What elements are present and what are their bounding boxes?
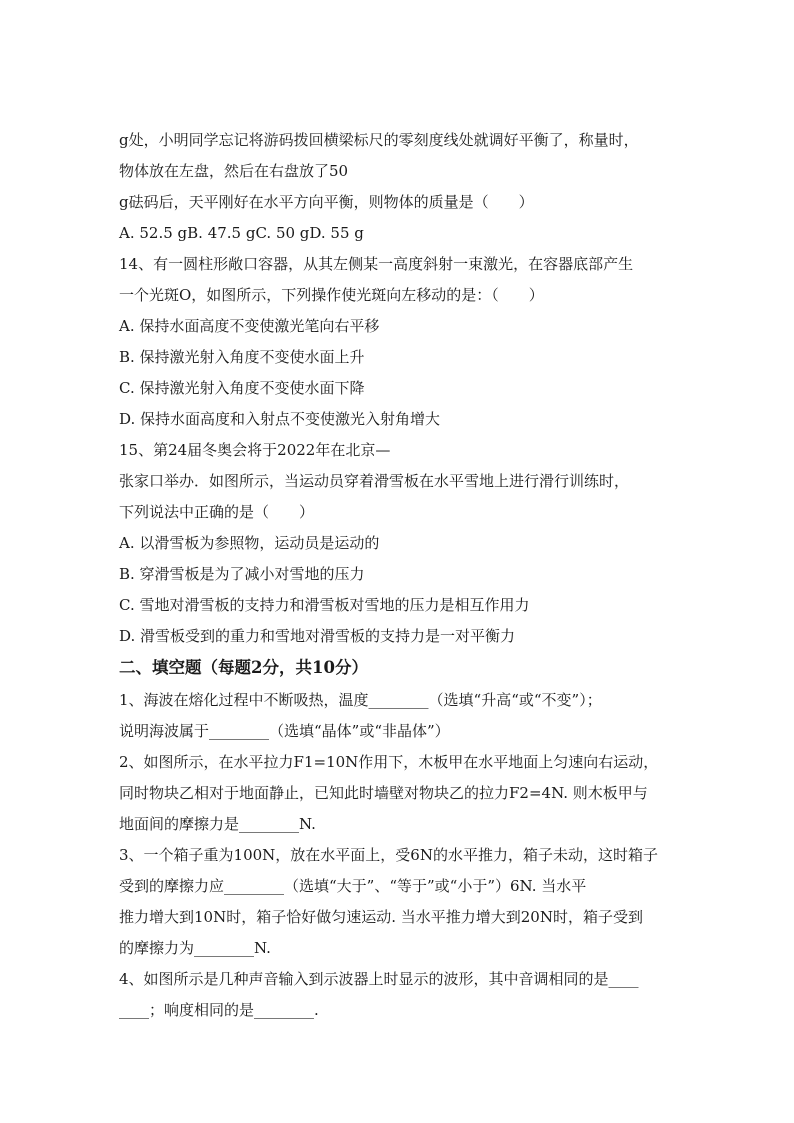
q15-stem-line-3: 下列说法中正确的是（ ）	[119, 503, 315, 521]
fill3-line-1: 3、一个箱子重为100N，放在水平面上，受6N的水平推力，箱子未动，这时箱子	[119, 846, 658, 864]
q14-option-d: D. 保持水面高度和入射点不变使激光入射角增大	[119, 410, 441, 428]
q14-option-c: C. 保持激光射入角度不变使水面下降	[119, 379, 365, 397]
q14-stem-line-2: 一个光斑O，如图所示，下列操作使光斑向左移动的是：（ ）	[119, 286, 544, 304]
fill3-line-2: 受到的摩擦力应________（选填“大于”、“等于”或“小于”）6N. 当水平	[119, 877, 587, 895]
fill1-line-1: 1、海波在熔化过程中不断吸热，温度________（选填“升高“或“不变”）；	[119, 691, 602, 709]
fill3-line-4: 的摩擦力为________N.	[119, 939, 271, 957]
fill2-line-3: 地面间的摩擦力是________N.	[119, 815, 316, 833]
q15-stem-line-2: 张家口举办．如图所示，当运动员穿着滑雪板在水平雪地上进行滑行训练时，	[119, 472, 630, 490]
q15-option-c: C. 雪地对滑雪板的支持力和滑雪板对雪地的压力是相互作用力	[119, 596, 530, 614]
fill2-line-2: 同时物块乙相对于地面静止，已知此时墙壁对物块乙的拉力F2=4N. 则木板甲与	[119, 784, 648, 802]
q15-stem-line-1: 15、第24届冬奥会将于2022年在北京—	[119, 441, 391, 459]
fill1-line-2: 说明海波属于________（选填“晶体”或“非晶体”）	[119, 722, 450, 740]
fill4-line-2: ____；响度相同的是________.	[119, 1001, 319, 1019]
q15-option-d: D. 滑雪板受到的重力和雪地对滑雪板的支持力是一对平衡力	[119, 627, 516, 645]
q13-text-line-1: g处，小明同学忘记将游码拨回横梁标尺的零刻度线处就调好平衡了，称量时，	[119, 131, 639, 149]
q13-text-line-3: g砝码后，天平刚好在水平方向平衡，则物体的质量是（ ）	[119, 193, 534, 211]
q14-stem-line-1: 14、有一圆柱形敞口容器，从其左侧某一高度斜射一束激光，在容器底部产生	[119, 255, 634, 273]
fill4-line-1: 4、如图所示是几种声音输入到示波器上时显示的波形，其中音调相同的是____	[119, 970, 639, 988]
fill2-line-1: 2、如图所示，在水平拉力F1=10N作用下，木板甲在水平地面上匀速向右运动，	[119, 753, 659, 771]
q15-option-b: B. 穿滑雪板是为了减小对雪地的压力	[119, 565, 365, 583]
q14-option-a: A. 保持水面高度不变使激光笔向右平移	[119, 317, 380, 335]
q13-options: A. 52.5 gB. 47.5 gC. 50 gD. 55 g	[119, 224, 364, 242]
q14-option-b: B. 保持激光射入角度不变使水面上升	[119, 348, 365, 366]
q15-option-a: A. 以滑雪板为参照物，运动员是运动的	[119, 534, 380, 552]
fill3-line-3: 推力增大到10N时，箱子恰好做匀速运动. 当水平推力增大到20N时，箱子受到	[119, 908, 643, 926]
section-heading: 二、填空题（每题2分，共10分）	[119, 658, 368, 677]
q13-text-line-2: 物体放在左盘，然后在右盘放了50	[119, 162, 349, 180]
